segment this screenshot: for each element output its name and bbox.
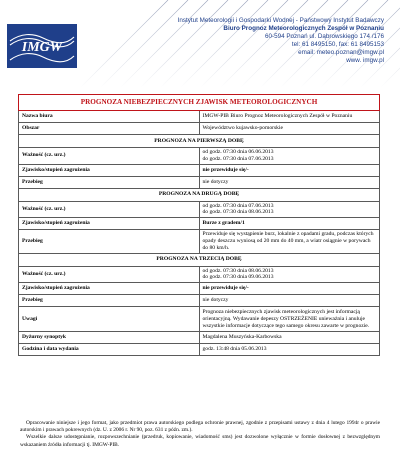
- area-label: Obszar: [19, 123, 200, 135]
- remarks-value: Prognoza niebezpiecznych zjawisk meteorologicznych jest informacją orientacyjną. Wydawanie depeszy OSTRZEŻENIE unieważnia i anuluje wszystkie informacje dotyczące tego samego okresu zawarte w prognozie.: [199, 307, 380, 332]
- office-label: Nazwa biura: [19, 111, 200, 123]
- day1-from: od godz. 07:30 dnia 06.06.2013: [202, 149, 274, 155]
- copyright-paragraph-2: Wszelkie dalsze udostępnianie, rozpowszechnianie (przedruk, kopiowanie, wiadomość sms) jest dozwolone wyłącznie w formie dosłownej z bezwzględnym wskazaniem źródła informacji tj. IMGW-PIB.: [20, 434, 380, 448]
- day3-to: do godz. 07:30 dnia 09.06.2013: [202, 274, 274, 281]
- day3-phenomenon-label: Zjawisko/stopień zagrożenia: [19, 283, 200, 295]
- institute-info: [84, 16, 384, 65]
- address: 60-594 Poznań ul. Dąbrowskiego 174 /176: [264, 33, 384, 40]
- day3-heading: PROGNOZA NA TRZECIĄ DOBĘ: [19, 253, 380, 266]
- day1-heading: PROGNOZA NA PIERWSZĄ DOBĘ: [19, 135, 380, 148]
- synoptic-label: Dyżurny synoptyk: [19, 332, 200, 344]
- day3-from: od godz. 07:30 dnia 08.06.2013: [202, 267, 274, 274]
- day2-from: od godz. 07:30 dnia 07.06.2013: [202, 202, 274, 209]
- day1-course-label: Przebieg: [19, 176, 200, 188]
- day1-validity-label: Ważność (cz. urz.): [19, 148, 200, 165]
- day1-to: do godz. 07:30 dnia 07.06.2013: [202, 155, 274, 162]
- day2-to: do godz. 07:30 dnia 08.06.2013: [202, 209, 274, 216]
- remarks-label: Uwagi: [19, 307, 200, 332]
- copyright-paragraph-1: Opracowanie niniejsze i jego format, jako przedmiot prawa autorskiego podlega ochronie prawnej, zgodnie z przepisami ustawy z dnia 4 lutego 1994r o prawie autorskim i prawach pokrewnych (dz. U. z 2006 r. Nr 90, poz. 631 z późn. zm.).: [20, 420, 380, 434]
- day2-phenomenon-value: Burze z gradem/1: [199, 218, 380, 230]
- logo-text: IMGW: [21, 40, 63, 55]
- email[interactable]: email: meteo.poznan@imgw.pl: [298, 49, 384, 56]
- website[interactable]: www. imgw.pl: [346, 57, 384, 64]
- copyright-notice: [20, 420, 380, 449]
- office-name: Biuro Prognoz Meteorologicznych Zespół w Poznaniu: [223, 25, 384, 32]
- day2-course-label: Przebieg: [19, 230, 200, 253]
- day1-course-value: nie dotyczy: [199, 176, 380, 188]
- phone-fax: tel: 61 8495150, fax: 61 8495153: [291, 41, 384, 48]
- day1-validity: [199, 148, 380, 165]
- synoptic-value: Magdalena Muszyńska-Karbowska: [199, 332, 380, 344]
- day2-phenomenon-label: Zjawisko/stopień zagrożenia: [19, 218, 200, 230]
- letterhead: [0, 0, 400, 88]
- office-value: IMGW-PIB Biuro Prognoz Meteorologicznych Zespół w Poznaniu: [199, 111, 380, 123]
- imgw-logo: [7, 24, 77, 68]
- day2-course-value: Przewiduje się wystąpienie burz, lokalnie z opadami gradu, podczas których opady deszczu wyniosą od 20 mm do 40 mm, a wiatr osiągnie w porywach do 80 km/h.: [199, 230, 380, 253]
- issued-value: godz. 13:48 dnia 05.06.2013: [199, 344, 380, 356]
- forecast-form: [18, 94, 380, 356]
- day2-validity: [199, 201, 380, 218]
- day3-course-value: nie dotyczy: [199, 295, 380, 307]
- day1-phenomenon-value: nie przewiduje się/-: [199, 164, 380, 176]
- forecast-table: [18, 94, 380, 356]
- day3-validity-label: Ważność (cz. urz.): [19, 266, 200, 283]
- area-value: Województwo kujawsko-pomorskie: [199, 123, 380, 135]
- day3-course-label: Przebieg: [19, 295, 200, 307]
- institute-name: Instytut Meteorologii i Gospodarki Wodnej - Państwowy Instytut Badawczy: [177, 17, 384, 24]
- day2-heading: PROGNOZA NA DRUGĄ DOBĘ: [19, 188, 380, 201]
- day1-phenomenon-label: Zjawisko/stopień zagrożenia: [19, 164, 200, 176]
- day3-phenomenon-value: nie przewiduje się/-: [199, 283, 380, 295]
- form-title: PROGNOZA NIEBEZPIECZNYCH ZJAWISK METEOROLOGICZNYCH: [19, 95, 380, 111]
- day3-validity: [199, 266, 380, 283]
- day2-validity-label: Ważność (cz. urz.): [19, 201, 200, 218]
- issued-label: Godzina i data wydania: [19, 344, 200, 356]
